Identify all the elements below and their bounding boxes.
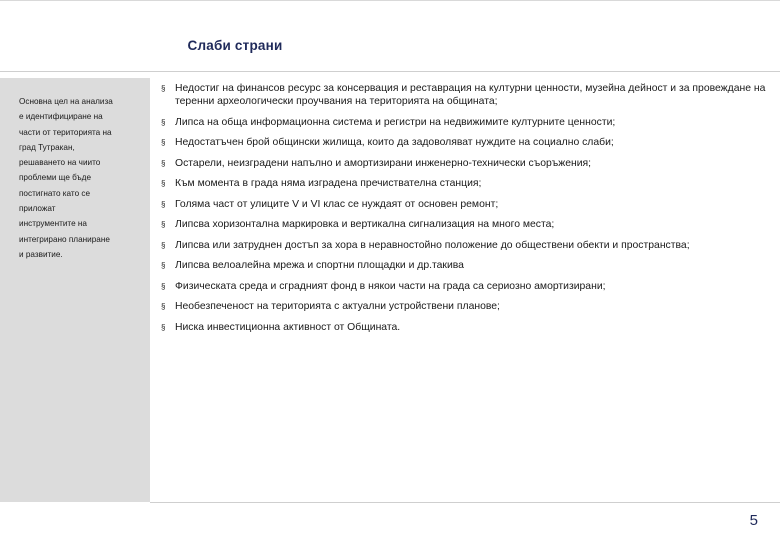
sidebar-line: интегрирано планиране xyxy=(19,234,110,244)
bullet-icon: § xyxy=(161,281,166,291)
sidebar-line: решаването на чиито xyxy=(19,158,101,168)
list-item xyxy=(161,198,767,211)
bullet-icon: § xyxy=(161,117,166,127)
list-item xyxy=(161,321,767,334)
list-item-text: Недостатъчен брой общински жилища, които да задоволяват нуждите на социално слаби; xyxy=(175,137,614,148)
bullet-icon: § xyxy=(161,220,166,229)
sidebar-line: и развитие. xyxy=(19,249,63,259)
bullet-icon: § xyxy=(161,138,166,147)
list-item-text: Липса на обща информационна система и регистри на недвижимите културните ценности; xyxy=(175,116,616,128)
sidebar-line: постигнато като се xyxy=(19,188,91,198)
bullet-icon: § xyxy=(161,199,166,209)
list-item xyxy=(161,157,767,170)
list-item xyxy=(161,300,767,313)
bullet-icon: § xyxy=(161,322,166,332)
top-divider xyxy=(0,0,780,1)
bullet-icon: § xyxy=(161,158,166,168)
sidebar-line: проблеми ще бъде xyxy=(19,173,92,183)
list-item xyxy=(161,259,767,272)
list-item-text: Необезпеченост на територията с актуални устройствени планове; xyxy=(175,301,500,312)
weaknesses-list xyxy=(161,82,767,341)
bullet-icon: § xyxy=(161,240,166,250)
list-item-text: Липсва хоризонтална маркировка и вертикална сигнализация на много места; xyxy=(175,219,555,230)
list-item-text: Остарели, неизградени напълно и амортизирани инженерно-технически съоръжения; xyxy=(175,157,592,169)
page-number: 5 xyxy=(749,512,758,529)
slide-title: Слаби страни xyxy=(187,38,283,53)
list-item xyxy=(161,177,767,190)
sidebar-line: град Тутракан, xyxy=(19,142,75,152)
bullet-icon: § xyxy=(161,179,166,188)
sidebar-line: инструментите на xyxy=(19,219,87,229)
footer-divider xyxy=(150,502,780,503)
list-item-text: Голяма част от улиците V и VI клас се нуждаят от основен ремонт; xyxy=(175,198,499,210)
list-item xyxy=(161,280,767,293)
list-item xyxy=(161,218,767,231)
title-divider xyxy=(0,71,780,72)
list-item-text: Липсва велоалейна мрежа и спортни площадки и др.такива xyxy=(175,260,464,271)
sidebar-line: е идентифициране на xyxy=(19,112,103,122)
list-item-text: Липсва или затруднен достъп за хора в неравностойно положение до обществени обекти и пространства; xyxy=(175,239,690,251)
list-item-text: Към момента в града няма изградена пречиствателна станция; xyxy=(175,178,482,189)
sidebar-line: Основна цел на анализа xyxy=(19,97,113,106)
list-item xyxy=(161,136,767,149)
list-item xyxy=(161,82,767,108)
list-item-text: Ниска инвестиционна активност от Общината. xyxy=(175,321,401,333)
list-item xyxy=(161,239,767,252)
list-item-text: Физическата среда и сградният фонд в някои части на града са сериозно амортизирани; xyxy=(175,280,606,292)
sidebar-line: приложат xyxy=(19,204,56,214)
sidebar-line: части от територията на xyxy=(19,127,112,137)
bullet-icon: § xyxy=(161,302,166,311)
bullet-icon: § xyxy=(161,84,166,93)
list-item xyxy=(161,116,767,129)
bullet-icon: § xyxy=(161,261,166,270)
list-item-text: Недостиг на финансов ресурс за консервация и реставрация на културни ценности, музейна дейност и за провеждане на теренни археологически проучвания на територията на общината; xyxy=(175,83,766,107)
sidebar-description xyxy=(19,94,137,262)
